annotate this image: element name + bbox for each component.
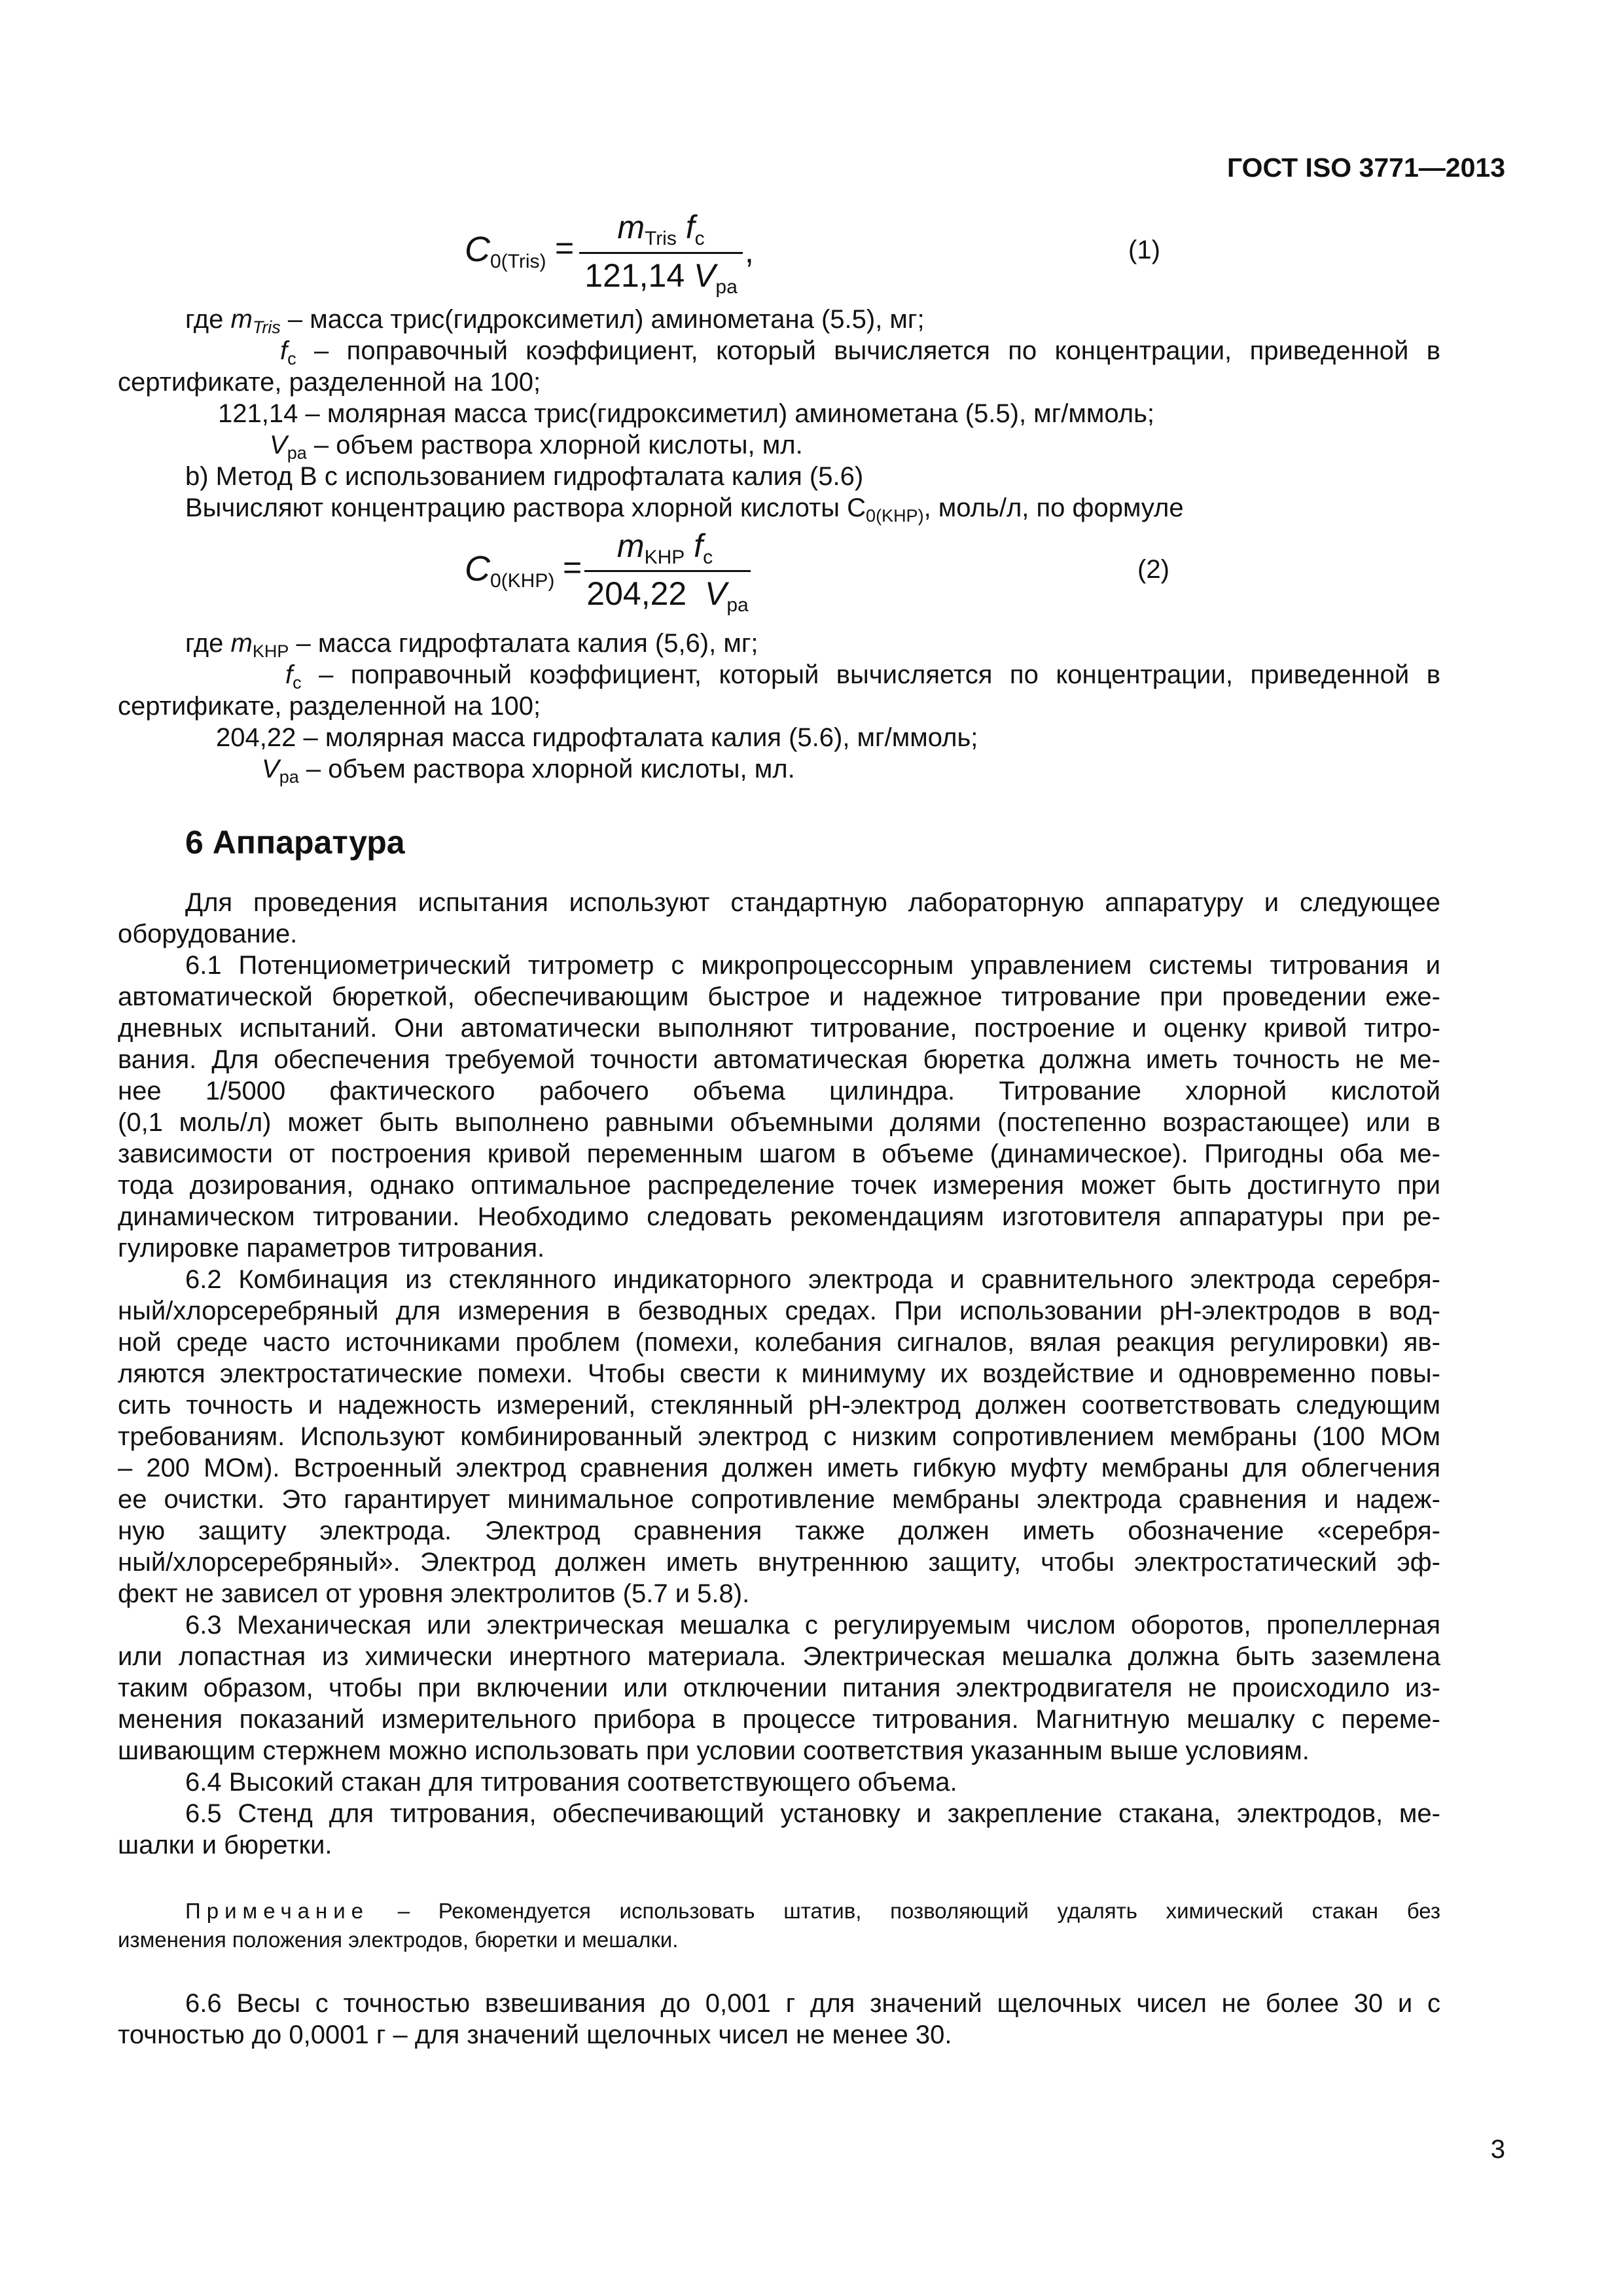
p62-line-3: ной среде часто источниками проблем (помехи, колебания сигналов, вялая реакция регулировки) яв-: [118, 1328, 1440, 1357]
where-1-line-2: $f_c$ – поправочный коэффициент, который вычисляется по концентрации, приведенной в: [280, 336, 1440, 368]
p61-line-4: вания. Для обеспечения требуемой точности автоматическая бюретка должна иметь точность не ме-: [118, 1045, 1440, 1074]
formula-1-number: (1): [1128, 236, 1160, 264]
formula-2-number: (2): [1137, 555, 1169, 584]
where-2-line-3: сертификате, разделенной на 100;: [118, 692, 541, 721]
where-1-line-5: $V_{pa}$ – объем раствора хлорной кислоты, мл.: [270, 431, 803, 463]
where-1-line-4: 121,14 – молярная масса трис(гидроксиметил) аминометана (5.5), мг/ммоль;: [218, 399, 1155, 428]
method-b-line: b) Метод B с использованием гидрофталата калия (5.6): [185, 462, 864, 491]
document-code-header: ГОСТ ISO 3771—2013: [1226, 152, 1505, 183]
p62-line-10: ный/хлорсеребряный». Электрод должен иметь внутреннюю защиту, чтобы электростатический эф-: [118, 1548, 1440, 1577]
formula-1-numerator: $m_{Tris}$ $f_c$: [617, 209, 705, 249]
section-6-intro-line-2: оборудование.: [118, 920, 298, 948]
formula-2-fraction-bar: [584, 570, 751, 572]
where-2-line-1: где $m_{KHP}$ – масса гидрофталата калия (5,6), мг;: [185, 629, 758, 661]
p62-line-4: ляются электростатические помехи. Чтобы свести к минимуму их воздействие и одновременно повы-: [118, 1359, 1440, 1388]
note-line-1: Примечание – Рекомендуется использовать штатив, позволяющий удалять химический стакан без: [185, 1899, 1440, 1923]
p62-line-8: ее очистки. Это гарантирует минимальное сопротивление мембраны электрода сравнения и надеж-: [118, 1485, 1440, 1514]
where-1-line-3: сертификате, разделенной на 100;: [118, 368, 541, 397]
p65-line-2: шалки и бюретки.: [118, 1831, 332, 1859]
formula-1-lhs: $C_{0(Tris)}$: [465, 230, 546, 272]
formula-1-equals: =: [555, 230, 575, 266]
p62-line-6: требованиям. Используют комбинированный электрод с низким сопротивлением мембраны (100 МОм: [118, 1422, 1440, 1451]
where-2-line-2: $f_c$ – поправочный коэффициент, который вычисляется по концентрации, приведенной в: [285, 660, 1440, 692]
where-1-line-1: где $m_{Tris}$ – масса трис(гидроксиметил) аминометана (5.5), мг;: [185, 305, 925, 337]
section-6-intro-line-1: Для проведения испытания используют стандартную лабораторную аппаратуру и следующее: [185, 888, 1440, 917]
p65-line-1: 6.5 Стенд для титрования, обеспечивающий установку и закрепление стакана, электродов, ме-: [185, 1799, 1440, 1828]
p62-line-2: ный/хлорсеребряный для измерения в безводных средах. При использовании pH-электродов в вод-: [118, 1297, 1440, 1325]
formula-1-comma: ,: [745, 233, 754, 270]
formula-2-numerator: $m_{KHP}$ $f_c$: [616, 528, 713, 568]
p66-line-2: точностью до 0,0001 г – для значений щелочных чисел не менее 30.: [118, 2020, 952, 2049]
page-number: 3: [1490, 2135, 1505, 2164]
formula-2-lhs: $C_{0(KHP)}$: [465, 549, 555, 592]
where-2-line-4: 204,22 – молярная масса гидрофталата калия (5.6), мг/ммоль;: [216, 723, 978, 752]
p61-line-8: тода дозирования, однако оптимальное распределение точек измерения может быть достигнуто при: [118, 1171, 1440, 1200]
p61-line-10: гулировке параметров титрования.: [118, 1234, 545, 1263]
p61-line-9: динамическом титровании. Необходимо следовать рекомендациям изготовителя аппаратуры при ре-: [118, 1202, 1440, 1231]
p62-line-1: 6.2 Комбинация из стеклянного индикаторного электрода и сравнительного электрода серебря-: [185, 1265, 1440, 1294]
formula-2-equals: =: [563, 549, 582, 586]
p61-line-6: (0,1 моль/л) может быть выполнено равными объемными долями (постепенно возрастающее) или в: [118, 1108, 1440, 1137]
p63-line-2: или лопастная из химически инертного материала. Электрическая мешалка должна быть заземлена: [118, 1642, 1440, 1671]
formula-1-denominator: 121,14 $V_{pa}$: [584, 257, 738, 298]
p63-line-5: шивающим стержнем можно использовать при условии соответствия указанным выше условиям.: [118, 1736, 1310, 1765]
p61-line-2: автоматической бюреткой, обеспечивающим быстрое и надежное титрование при проведении еже-: [118, 982, 1440, 1011]
section-6-heading: 6 Аппаратура: [185, 824, 405, 861]
p61-line-7: зависимости от построения кривой переменным шагом в объеме (динамическое). Пригодны оба ме-: [118, 1139, 1440, 1168]
p63-line-4: менения показаний измерительного прибора в процессе титрования. Магнитную мешалку с переме-: [118, 1705, 1440, 1734]
note-label: Примечание: [185, 1899, 370, 1923]
p61-line-1: 6.1 Потенциометрический титрометр с микропроцессорным управлением системы титрования и: [185, 951, 1440, 980]
p61-line-3: дневных испытаний. Они автоматически выполняют титрование, построение и оценку кривой титро-: [118, 1014, 1440, 1043]
p63-line-1: 6.3 Механическая или электрическая мешалка с регулируемым числом оборотов, пропеллерная: [185, 1611, 1440, 1640]
p62-line-7: – 200 МОм). Встроенный электрод сравнения должен иметь гибкую муфту мембраны для облегчения: [118, 1454, 1440, 1482]
formula-1-fraction-bar: [579, 252, 743, 254]
p62-line-11: фект не зависел от уровня электролитов (5.7 и 5.8).: [118, 1579, 750, 1608]
p62-line-5: сить точность и надежность измерений, стеклянный pH-электрод должен соответствовать следующим: [118, 1391, 1440, 1420]
calc-line: Вычисляют концентрацию раствора хлорной кислоты $C_{0(KHP)}$, моль/л, по формуле: [185, 493, 1184, 526]
p61-line-5: нее 1/5000 фактического рабочего объема цилиндра. Титрование хлорной кислотой: [118, 1077, 1440, 1105]
p63-line-3: таким образом, чтобы при включении или отключении питания электродвигателя не происходило из-: [118, 1674, 1440, 1702]
p62-line-9: ную защиту электрода. Электрод сравнения также должен иметь обозначение «серебря-: [118, 1516, 1440, 1545]
formula-2-denominator: 204,22 $V_{pa}$: [586, 575, 749, 616]
note-line-2: изменения положения электродов, бюретки и мешалки.: [118, 1928, 679, 1952]
p66-line-1: 6.6 Весы с точностью взвешивания до 0,001 г для значений щелочных чисел не более 30 и с: [185, 1989, 1440, 2018]
where-2-line-5: $V_{pa}$ – объем раствора хлорной кислоты, мл.: [262, 755, 795, 787]
p64-line: 6.4 Высокий стакан для титрования соответствующего объема.: [185, 1768, 957, 1797]
